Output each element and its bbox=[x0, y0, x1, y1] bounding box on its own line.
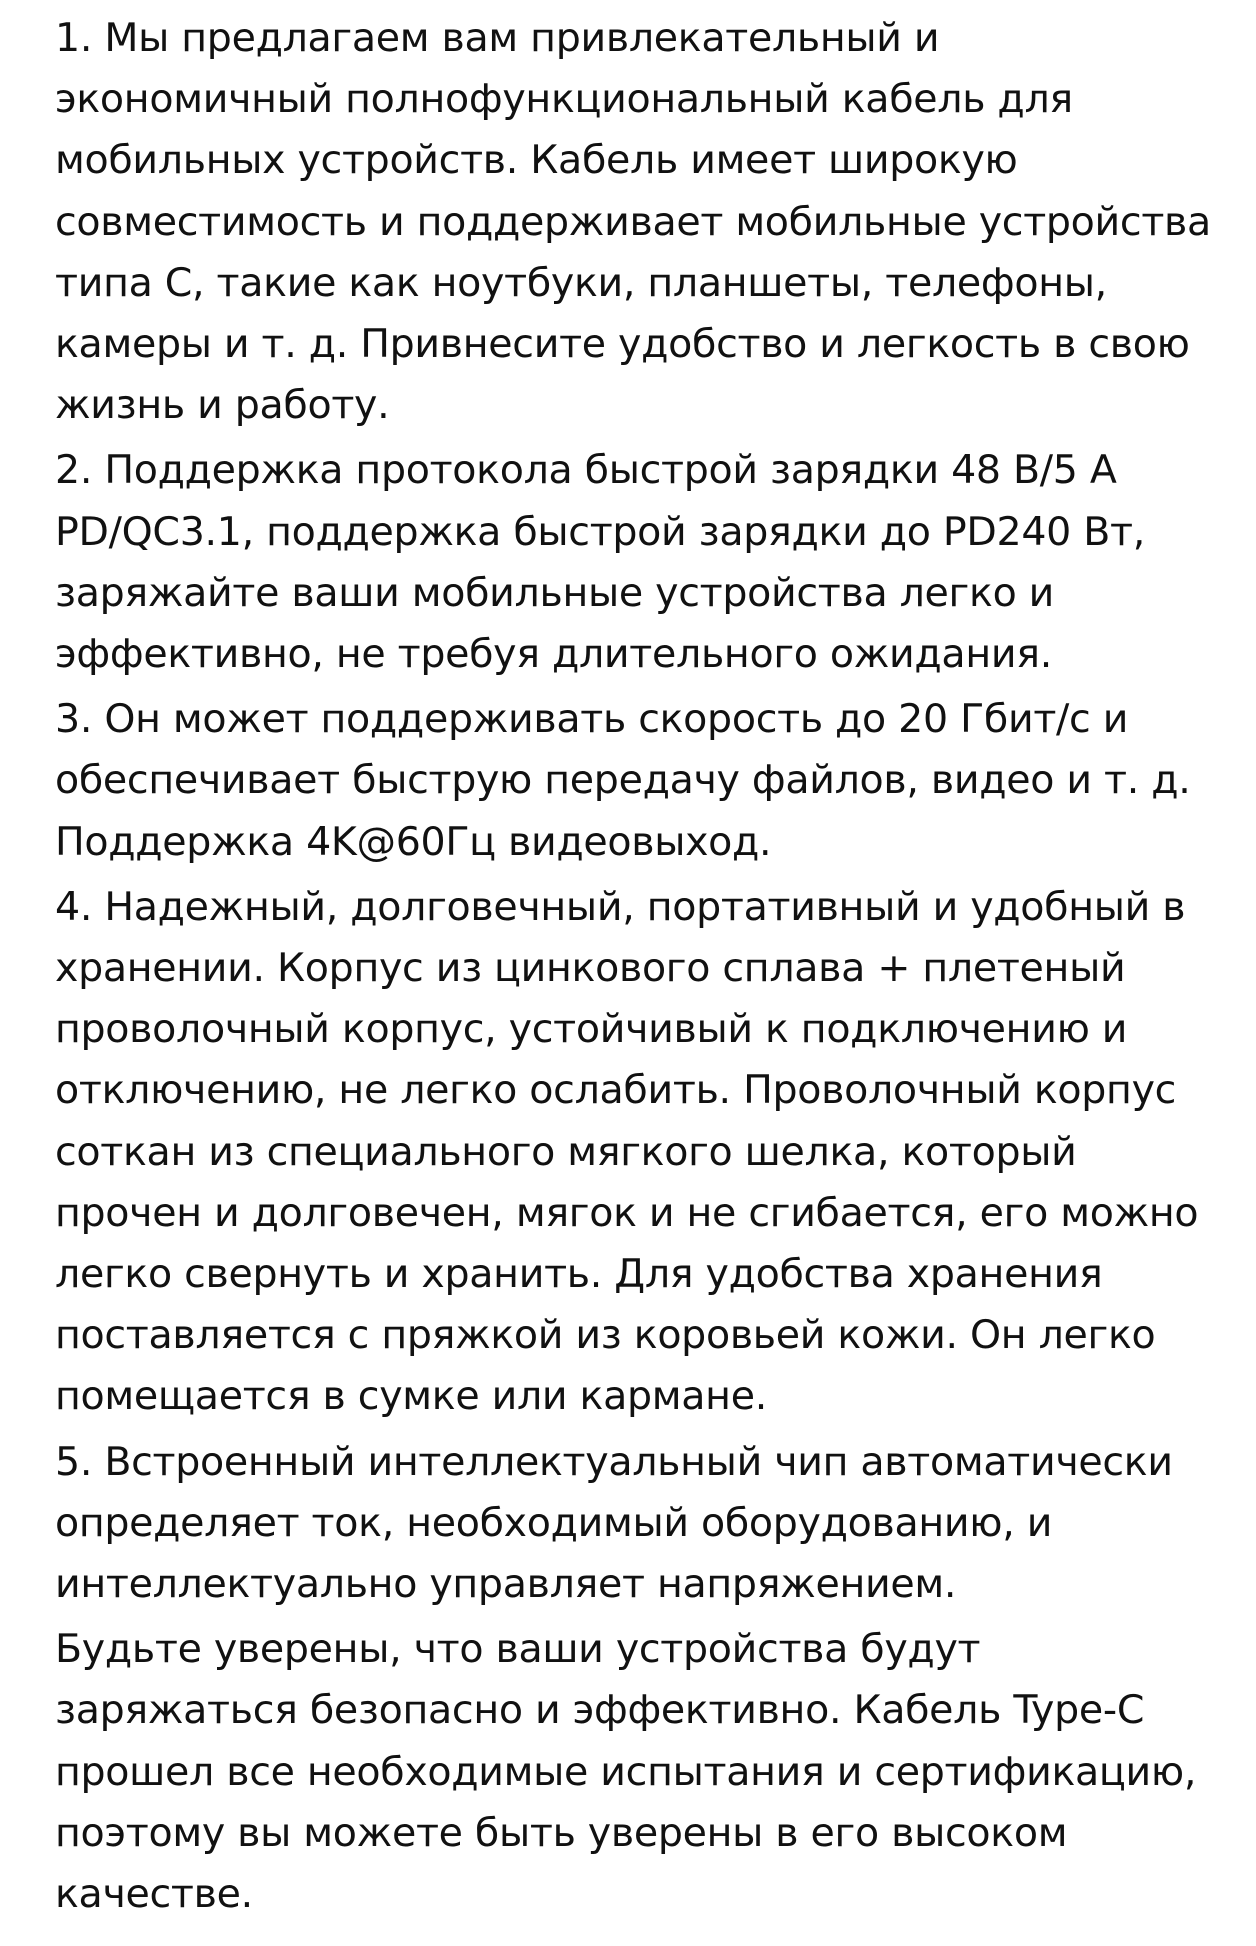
product-description bbox=[55, 8, 1225, 1929]
paragraph-2: 2. Поддержка протокола быстрой зарядки 48 В/5 А PD/QC3.1, поддержка быстрой зарядки до PD240 Вт, заряжайте ваши мобильные устройства легко и эффективно, не требуя длительного ожидания. bbox=[55, 447, 1145, 678]
paragraph-3: 3. Он может поддерживать скорость до 20 Гбит/с и обеспечивает быструю передачу файлов, видео и т. д. Поддержка 4K@60Гц видеовыход. bbox=[55, 696, 1191, 865]
paragraph-4: 4. Надежный, долговечный, портативный и удобный в хранении. Корпус из цинкового сплава + плетеный проволочный корпус, устойчивый к подключению и отключению, не легко ослабить. Проволочный корпус соткан из специального мягкого шелка, который прочен и долговечен, мягок и не сгибается, его можно легко свернуть и хранить. Для удобства хранения поставляется с пряжкой из коровьей кожи. Он легко помещается в сумке или кармане. bbox=[55, 883, 1199, 1420]
paragraph-5: 5. Встроенный интеллектуальный чип автоматически определяет ток, необходимый оборудованию, и интеллектуально управляет напряжением. bbox=[55, 1438, 1173, 1608]
paragraph-1: 1. Мы предлагаем вам привлекательный и экономичный полнофункциональный кабель для мобильных устройств. Кабель имеет широкую совместимость и поддерживает мобильные устройства типа C, такие как ноутбуки, планшеты, телефоны, камеры и т. д. Привнесите удобство и легкость в свою жизнь и работу. bbox=[55, 15, 1211, 429]
paragraph-closing: Будьте уверены, что ваши устройства будут заряжаться безопасно и эффективно. Кабель Type-C прошел все необходимые испытания и сертификацию, поэтому вы можете быть уверены в его высоком качестве. bbox=[55, 1626, 1197, 1918]
